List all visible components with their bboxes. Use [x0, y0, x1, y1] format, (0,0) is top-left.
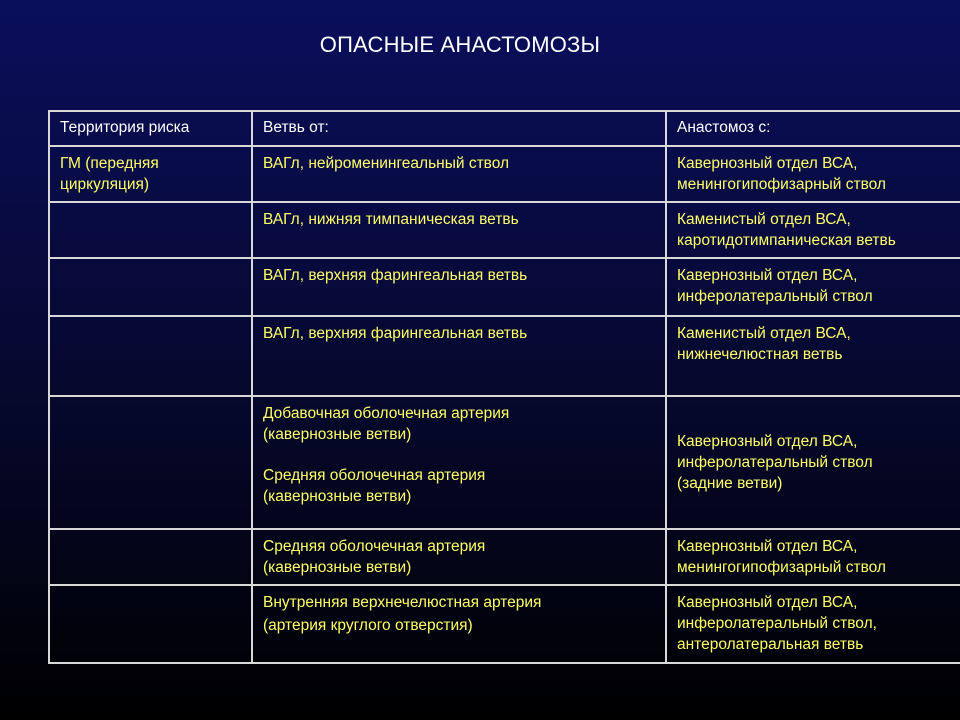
- branch-text: (кавернозные ветви): [263, 426, 412, 443]
- table-row: [49, 585, 960, 663]
- branch-text: ВАГл, нижняя тимпаническая ветвь: [263, 211, 519, 228]
- anastomosis-text: Кавернозный отдел ВСА,: [677, 538, 858, 555]
- branch-cell: [252, 529, 666, 585]
- branch-text: (кавернозные ветви): [263, 559, 412, 576]
- branch-text: ВАГл, верхняя фарингеальная ветвь: [263, 267, 528, 284]
- anastomosis-text: Кавернозный отдел ВСА,: [677, 155, 858, 172]
- anastomosis-text: менингогипофизарный ствол: [677, 176, 886, 193]
- header-cell-anastomosis: Анастомоз с:: [666, 111, 960, 146]
- table-row: [49, 396, 960, 529]
- branch-cell: [252, 396, 666, 529]
- anastomosis-cell: [666, 585, 960, 663]
- branch-text: Внутренняя верхнечелюстная артерия: [263, 594, 542, 611]
- anastomosis-text: инферолатеральный ствол: [677, 454, 873, 471]
- header-cell-branch: Ветвь от:: [252, 111, 666, 146]
- anastomosis-text: Кавернозный отдел ВСА,: [677, 433, 858, 450]
- territory-cell: [49, 258, 252, 316]
- anastomosis-text: Кавернозный отдел ВСА,: [677, 267, 858, 284]
- anastomoses-table: [48, 110, 960, 664]
- anastomosis-text: (задние ветви): [677, 475, 783, 492]
- territory-cell: [49, 202, 252, 258]
- territory-text: циркуляция): [60, 176, 150, 193]
- territory-text: ГМ (передняя: [60, 155, 159, 172]
- branch-text: (кавернозные ветви): [263, 488, 412, 505]
- page-title: ОПАСНЫЕ АНАСТОМОЗЫ: [319, 32, 601, 57]
- anastomosis-text: Каменистый отдел ВСА,: [677, 325, 851, 342]
- anastomosis-cell: [666, 316, 960, 396]
- branch-text: Средняя оболочечная артерия: [263, 538, 486, 555]
- table-row: [49, 258, 960, 316]
- branch-text: ВАГл, нейроменингеальный ствол: [263, 155, 510, 172]
- branch-spacer: [263, 445, 656, 465]
- branch-cell: [252, 316, 666, 396]
- branch-text: (артерия круглого отверстия): [263, 617, 473, 634]
- anastomosis-text: нижнечелюстная ветвь: [677, 346, 843, 363]
- anastomosis-cell: [666, 396, 960, 529]
- table-row: [49, 316, 960, 396]
- anastomosis-text: инферолатеральный ствол,: [677, 615, 877, 632]
- branch-cell: [252, 585, 666, 663]
- anastomosis-text: каротидотимпаническая ветвь: [677, 232, 896, 249]
- anastomosis-text: инферолатеральный ствол: [677, 288, 873, 305]
- branch-text: ВАГл, верхняя фарингеальная ветвь: [263, 325, 528, 342]
- anastomosis-cell: [666, 529, 960, 585]
- anastomosis-text: менингогипофизарный ствол: [677, 559, 886, 576]
- header-cell-territory: Территория риска: [49, 111, 252, 146]
- anastomosis-cell: [666, 258, 960, 316]
- territory-cell: [49, 396, 252, 529]
- anastomosis-cell: [666, 202, 960, 258]
- anastomosis-text: антеролатеральная ветвь: [677, 636, 864, 653]
- branch-cell: [252, 146, 666, 202]
- territory-cell: [49, 146, 252, 202]
- branch-cell: [252, 202, 666, 258]
- anastomosis-text: Кавернозный отдел ВСА,: [677, 594, 858, 611]
- table-header-row: [49, 111, 960, 146]
- branch-text: Средняя оболочечная артерия: [263, 467, 486, 484]
- branch-text: Добавочная оболочечная артерия: [263, 405, 510, 422]
- table-row: [49, 202, 960, 258]
- anastomosis-text: Каменистый отдел ВСА,: [677, 211, 851, 228]
- territory-cell: [49, 529, 252, 585]
- table-row: [49, 146, 960, 202]
- branch-cell: [252, 258, 666, 316]
- territory-cell: [49, 585, 252, 663]
- table-row: [49, 529, 960, 585]
- anastomosis-cell: [666, 146, 960, 202]
- territory-cell: [49, 316, 252, 396]
